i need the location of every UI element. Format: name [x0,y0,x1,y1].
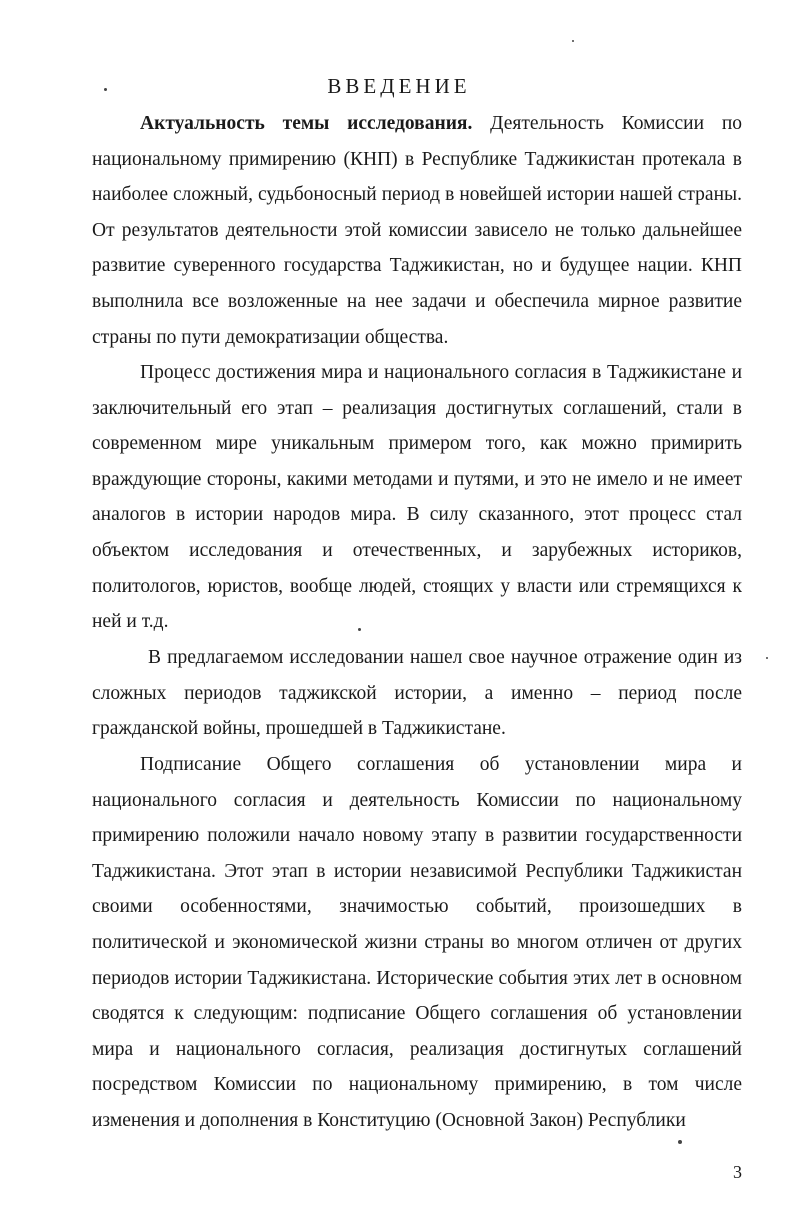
scan-speck [104,88,107,91]
scan-speck [358,628,361,631]
scan-speck [572,40,574,42]
paragraph-4: Подписание Общего соглашения об установлении мира и национального согласия и деятельность Комиссии по национальному примирению положили начало новому этапу в развитии государственности Таджикистана. Этот этап в истории независимой Республики Таджикистан своими особенностями, значимостью событий, произошедших в политической и экономической жизни страны во многом отличен от других периодов истории Таджикистана. Исторические события этих лет в основном сводятся к следующим: подписание Общего соглашения об установлении мира и национального согласия, реализация достигнутых соглашений посредством Комиссии по национальному примирению, в том числе изменения и дополнения в Конституцию (Основной Закон) Республики [92,754,742,1131]
paragraph-1-lead: Актуальность темы исследования. [140,113,473,134]
paragraph-3: В предлагаемом исследовании нашел свое научное отражение один из сложных периодов таджикской истории, а именно – период после гражданской войны, прошедшей в Таджикистане. [92,647,742,740]
paragraph-2: Процесс достижения мира и национального согласия в Таджикистане и заключительный его этап – реализация достигнутых соглашений, стали в современном мире уникальным примером того, как можно примирить враждующие стороны, какими методами и путями, и это не имело и не имеет аналогов в истории народов мира. В силу сказанного, этот процесс стал объектом исследования и отечественных, и зарубежных историков, политологов, юристов, вообще людей, стоящих у власти или стремящихся к ней и т.д. [92,362,742,633]
scan-speck [766,657,768,659]
paragraph-1-text: Деятельность Комиссии по национальному примирению (КНП) в Республике Таджикистан протекала в наиболее сложный, судьбоносный период в новейшей истории нашей страны. От результатов деятельности этой комиссии зависело не только дальнейшее развитие суверенного государства Таджикистан, но и будущее нации. КНП выполнила все возложенные на нее задачи и обеспечила мирное развитие страны по пути демократизации общества. [92,113,743,348]
paragraph-1 [92,106,742,355]
section-heading: ВВЕДЕНИЕ [327,74,471,98]
page-number: 3 [733,1162,742,1182]
scan-speck [678,1140,682,1144]
